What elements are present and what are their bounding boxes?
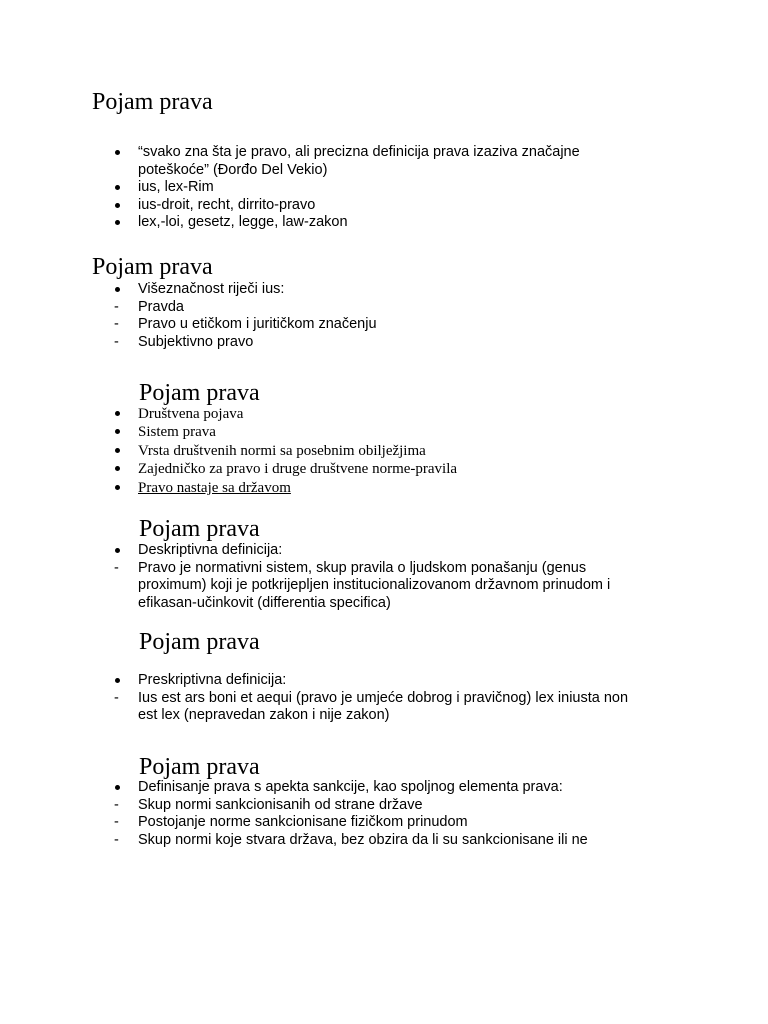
list-item-text-line: est lex (nepravedan zakon i nije zakon) — [138, 707, 390, 723]
list-item-text: Preskriptivna definicija: — [138, 672, 287, 688]
list-item — [92, 316, 377, 334]
list-item — [92, 797, 588, 815]
bullet-icon — [115, 220, 120, 225]
dash-marker: - — [114, 333, 119, 350]
list-item — [92, 779, 588, 797]
dash-marker: - — [114, 316, 119, 332]
dash-marker: - — [114, 559, 119, 576]
list-item-text: Sistem prava — [138, 424, 216, 441]
section-title: Pojam prava — [139, 380, 260, 406]
bullet-list — [92, 281, 377, 351]
dash-marker: - — [114, 814, 119, 830]
list-item — [92, 460, 457, 478]
list-item — [92, 442, 457, 460]
list-item — [92, 214, 580, 232]
list-item-text: Vrsta društvenih normi sa posebnim obilježjima — [138, 442, 426, 459]
dash-marker: - — [114, 831, 119, 848]
bullet-icon — [115, 466, 120, 471]
list-item-text-line: Pravo je normativni sistem, skup pravila o ljudskom ponašanju (genus — [138, 559, 587, 576]
bullet-list — [92, 779, 588, 849]
section-title: Pojam prava — [92, 254, 213, 280]
list-item-text-line: proximum) koji je potkrijepljen institucionalizovanom državnom prinudom i — [138, 577, 611, 593]
list-item — [92, 179, 580, 197]
list-item-text-line: “svako zna šta je pravo, ali precizna definicija prava izaziva značajne — [138, 144, 580, 160]
bullet-icon — [115, 411, 120, 416]
bullet-list — [92, 542, 610, 612]
bullet-list — [92, 672, 628, 725]
list-item — [92, 281, 377, 299]
bullet-icon — [115, 185, 120, 190]
bullet-list — [92, 144, 580, 232]
list-item-text: Društvena pojava — [138, 406, 244, 422]
bullet-icon — [115, 485, 120, 490]
list-item-text: lex,-loi, gesetz, legge, law-zakon — [138, 214, 348, 230]
section-title: Pojam prava — [139, 754, 260, 780]
list-item — [92, 542, 610, 560]
bullet-icon — [115, 429, 120, 434]
list-item-text: Zajedničko za pravo i druge društvene norme-pravila — [138, 461, 458, 478]
list-item — [92, 832, 588, 850]
list-item-text: Deskriptivna definicija: — [138, 542, 283, 558]
bullet-icon — [115, 203, 120, 208]
list-item-text: ius, lex-Rim — [138, 179, 214, 195]
list-item-text: Subjektivno pravo — [138, 333, 254, 350]
list-item-text: Pravda — [138, 298, 184, 315]
list-item-text: Definisanje prava s apekta sankcije, kao spoljnog elementa prava: — [138, 779, 563, 795]
bullet-icon — [115, 150, 120, 155]
dash-marker: - — [114, 689, 119, 706]
dash-marker: - — [114, 796, 119, 813]
list-item-text: Pravo u etičkom i juritičkom značenju — [138, 316, 377, 332]
list-item-text-line: efikasan-učinkovit (differentia specifica) — [138, 594, 391, 611]
bullet-icon — [115, 678, 120, 683]
bullet-icon — [115, 548, 120, 553]
bullet-icon — [115, 785, 120, 790]
list-item-text: Skup normi koje stvara država, bez obzira da li su sankcionisane ili ne — [138, 831, 588, 848]
section-title: Pojam prava — [139, 516, 260, 542]
list-item-text: Višeznačnost riječi ius: — [138, 281, 285, 297]
bullet-icon — [115, 287, 120, 292]
list-item — [92, 197, 580, 215]
list-item — [92, 423, 457, 441]
bullet-list — [92, 405, 457, 497]
list-item-text: Postojanje norme sankcionisane fizičkom prinudom — [138, 814, 468, 830]
list-item — [92, 334, 377, 352]
list-item — [92, 299, 377, 317]
list-item-text: Skup normi sankcionisanih od strane države — [138, 796, 423, 813]
list-item — [92, 405, 457, 423]
list-item — [92, 672, 628, 690]
list-item — [92, 144, 580, 179]
list-item — [92, 479, 457, 497]
list-item — [92, 814, 588, 832]
list-item-text-line: Ius est ars boni et aequi (pravo je umjeće dobrog i pravičnog) lex iniusta non — [138, 689, 629, 706]
section-title: Pojam prava — [139, 629, 260, 655]
bullet-icon — [115, 448, 120, 453]
list-item — [92, 690, 628, 725]
list-item-text-line: poteškoće” (Đorđo Del Vekio) — [138, 161, 328, 178]
list-item-text: Pravo nastaje sa državom — [138, 479, 291, 496]
section-title: Pojam prava — [92, 89, 213, 115]
list-item-text: ius-droit, recht, dirrito-pravo — [138, 196, 316, 213]
list-item — [92, 560, 610, 613]
dash-marker: - — [114, 298, 119, 315]
